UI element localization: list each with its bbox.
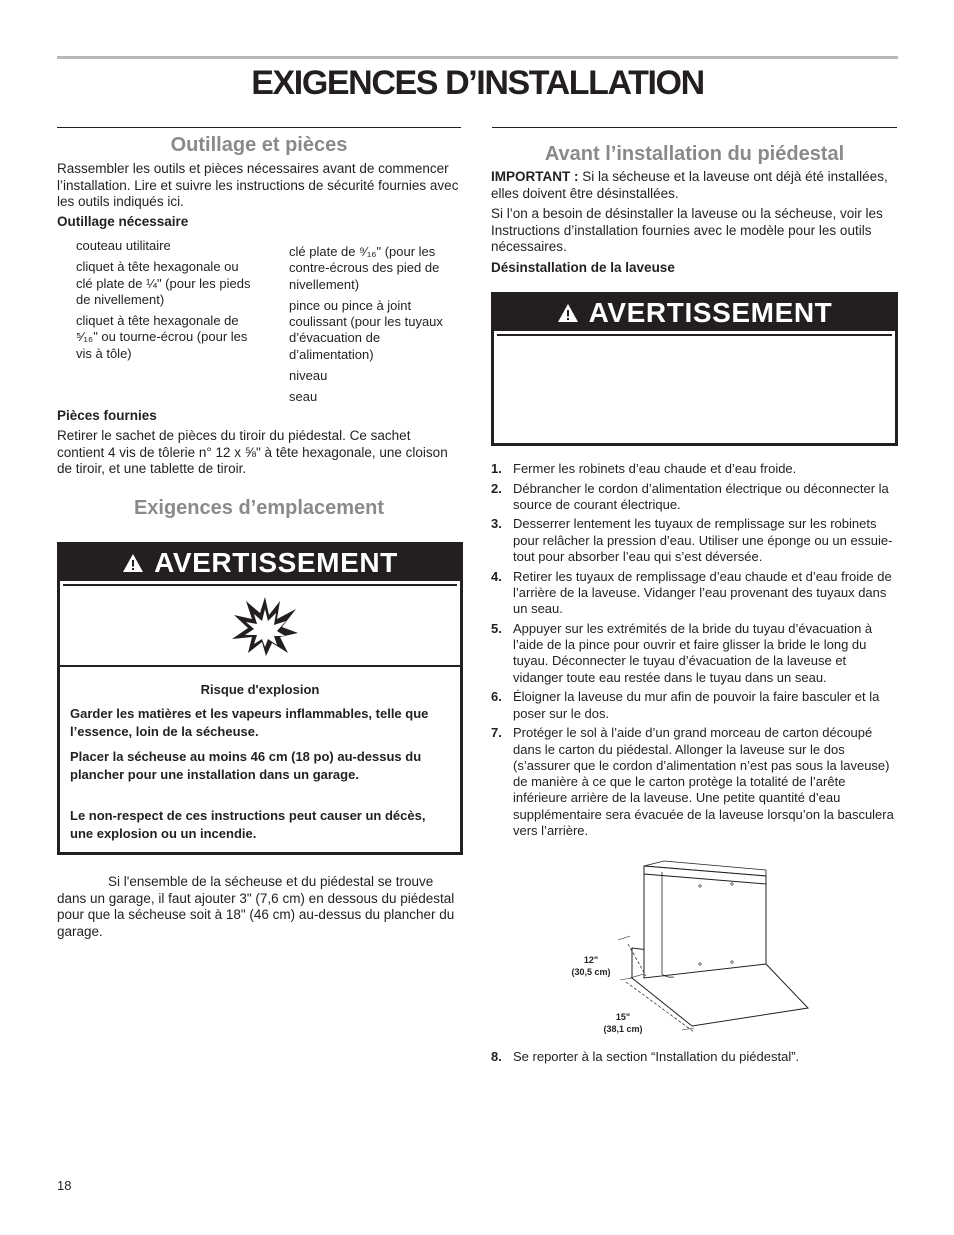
section-rule (57, 127, 461, 128)
step-item: 6. Éloigner la laveuse du mur afin de pouvoir la faire basculer et la poser sur le dos. (491, 689, 880, 721)
important-text: Si la sécheuse et la laveuse ont déjà été installées, elles doivent être désinstallées. (491, 169, 888, 201)
tool-item: clé plate de ⁹⁄₁₆" (pour les contre-écrous des pied de nivellement) (289, 244, 440, 292)
explosion-icon (230, 595, 300, 657)
warning-line: Garder les matières et les vapeurs inflammables, telle que l’essence, loin de la sécheuse. (70, 706, 429, 739)
uninstall-note: Si l’on a besoin de désinstaller la laveuse ou la sécheuse, voir les Instructions d’installation fournies avec le modèle pour les outils nécessaires. (491, 206, 883, 254)
warning-line: Le non-respect de ces instructions peut causer un décès, une explosion ou un incendie. (70, 808, 426, 841)
step-item: 5. Appuyer sur les extrémités de la bride du tuyau d’évacuation à l’aide de la pince pour ouvrir et faire glisser la bride le long du tuyau. Déconnecter le tuyau d’évacuation de la laveuse et vidanger toute eau restée dans le tuyau dans un seau. (491, 620, 873, 685)
tool-item: cliquet à tête hexagonale de ⁵⁄₁₆" ou tourne-écrou (pour les vis à tôle) (76, 313, 248, 361)
location-section-heading: Exigences d’emplacement (133, 497, 385, 519)
section-rule (492, 127, 897, 128)
step-item: 2. Débrancher le cordon d’alimentation électrique ou déconnecter la source de courant électrique. (491, 480, 889, 512)
page-number: 18 (57, 1178, 72, 1193)
tool-item: couteau utilitaire (76, 238, 171, 253)
step-item: 7. Protéger le sol à l’aide d’un grand morceau de carton découpé dans le carton du piédestal. Allonger la laveuse sur le dos (s’assurer que le cordon d’alimentation n’est pas sous la laveuse) de manière à ce que le carton protège la totalité de l’arête inférieure arrière de la laveuse. Une petite quantité d’eau supplémentaire sera évacuée de la laveuse lorsqu’on la basculera vers l’arrière. (491, 725, 894, 839)
warning-label: AVERTISSEMENT (154, 547, 398, 578)
important-label: IMPORTANT : (491, 169, 579, 184)
tools-section-heading: Outillage et pièces (170, 134, 348, 156)
garage-note: Si l'ensemble de la sécheuse et du piédestal se trouve dans un garage, il faut ajouter 3" (7,6 cm) en dessous du piédestal pour que la sécheuse soit à 18" (46 cm) au-dessus du plancher du garage. (57, 874, 455, 939)
dimension-label-12: 12" (30,5 cm) (571, 955, 611, 977)
uninstall-washer-heading: Désinstallation de la laveuse (491, 260, 675, 275)
warning-line: Placer la sécheuse au moins 46 cm (18 po) au-dessus du plancher pour une installation dans un garage. (70, 749, 422, 782)
step-item: 4. Retirer les tuyaux de remplissage d’eau chaude et d’eau froide de l’arrière de la laveuse. Vidanger l’eau provenant des tuyaux dans un seau. (491, 568, 892, 617)
step-item: 1. Fermer les robinets d’eau chaude et d’eau froide. (491, 461, 797, 476)
tools-list-right (289, 244, 461, 411)
final-step (491, 1049, 897, 1069)
warning-triangle-icon (122, 553, 144, 573)
parts-text: Retirer le sachet de pièces du tiroir du piédestal. Ce sachet contient 4 vis de tôlerie n° 12 x ⅝" à tête hexagonale, une cloison de tiroir, et une tablette de tiroir. (57, 428, 448, 476)
tools-list-left (76, 238, 256, 367)
uninstall-steps (491, 461, 897, 843)
parts-heading: Pièces fournies (57, 408, 157, 423)
warning-header (494, 295, 895, 331)
warning-label: AVERTISSEMENT (588, 297, 833, 328)
page-title: EXIGENCES D’INSTALLATION (251, 64, 704, 102)
warning-triangle-icon (557, 303, 579, 323)
tool-item: pince ou pince à joint coulissant (pour les tuyaux d’évacuation de d’alimentation) (289, 297, 443, 362)
explosion-warning-box (57, 542, 463, 855)
tools-intro: Rassembler les outils et pièces nécessaires avant de commencer l’installation. Lire et suivre les instructions de sécurité fournies avec les outils indiqués ici. (57, 161, 459, 209)
tool-item: cliquet à tête hexagonale ou clé plate de ¼" (pour les pieds de nivellement) (76, 259, 251, 307)
top-rule (57, 56, 898, 59)
washer-warning-box (491, 292, 898, 446)
step-item: 3. Desserrer lentement les tuyaux de remplissage sur les robinets pour relâcher la pression d’eau. Utiliser une éponge ou un essuie-tout pour absorber l’eau qui s’est déversée. (491, 516, 893, 565)
tool-item: niveau (289, 368, 328, 384)
tools-required-heading: Outillage nécessaire (57, 214, 189, 229)
warning-header (60, 545, 460, 581)
pedestal-section-heading: Avant l’installation du piédestal (544, 143, 845, 165)
risk-title: Risque d'explosion (200, 682, 320, 697)
tool-item: seau (289, 389, 318, 405)
step-item: 8. Se reporter à la section “Installation du piédestal”. (491, 1049, 800, 1064)
dimension-label-15: 15" (38,1 cm) (603, 1012, 643, 1034)
important-paragraph (491, 169, 897, 202)
